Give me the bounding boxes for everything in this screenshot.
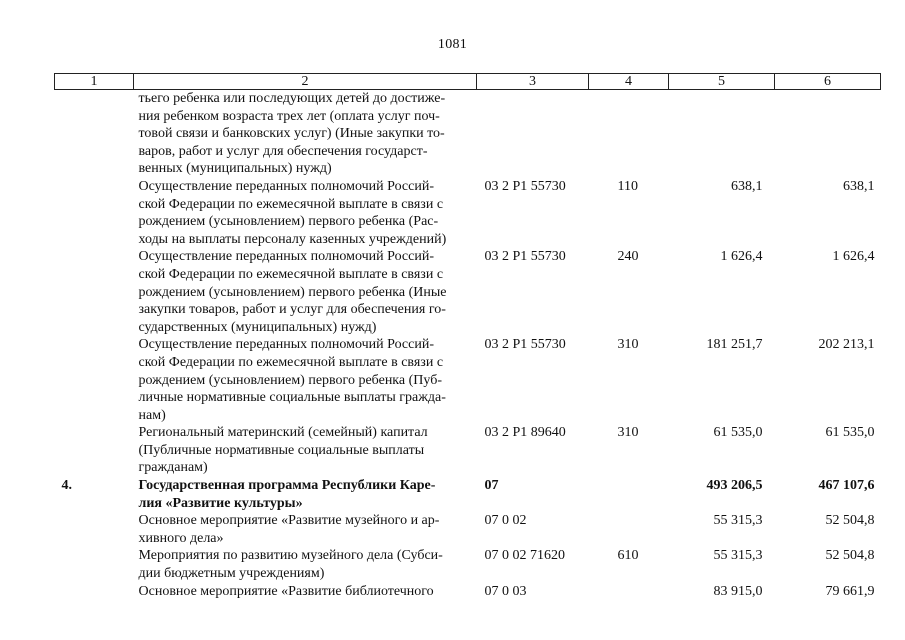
- budget-table: [54, 73, 881, 600]
- column-header-6: 6: [775, 74, 881, 90]
- row-expense-type: [589, 477, 669, 512]
- column-header-1: 1: [55, 74, 134, 90]
- row-amount-year-1: 638,1: [731, 178, 763, 194]
- table-row: [55, 90, 881, 178]
- row-description: Региональный материнский (семейный) капитал (Публичные нормативные социальные выплаты гражданам): [138, 425, 428, 476]
- row-amount-year-2: 52 504,8: [825, 513, 875, 529]
- row-expense-type: 240: [617, 249, 639, 265]
- column-number-header: [55, 74, 881, 90]
- table-row: [55, 248, 881, 336]
- table-row: [55, 336, 881, 424]
- row-number: [55, 90, 134, 178]
- column-header-4: 4: [589, 74, 669, 90]
- row-amount-year-1: 55 315,3: [713, 548, 763, 564]
- row-expense-type: [589, 583, 669, 601]
- row-amount-year-1: 493 206,5: [706, 478, 763, 494]
- table-row: [55, 547, 881, 582]
- row-amount-year-2: 61 535,0: [825, 425, 875, 441]
- row-number: [55, 547, 134, 582]
- table-row: [55, 512, 881, 547]
- row-description: Осуществление переданных полномочий Россий- ской Федерации по ежемесячной выплате в связи с рождением (усыновлением) первого ребенка (Пуб- личные нормативные социальные выплаты гражда- нам): [138, 337, 446, 423]
- row-target-code: 03 2 P1 55730: [484, 178, 566, 194]
- row-amount-year-2: [775, 90, 881, 178]
- column-header-5: 5: [669, 74, 775, 90]
- row-number: 4.: [61, 478, 72, 494]
- row-number: [55, 512, 134, 547]
- row-description: тьего ребенка или последующих детей до достиже- ния ребенком возраста трех лет (оплата услуг поч- товой связи и банковских услуг) (Иные закупки то- варов, работ и услуг для обеспечения государст- венных (муниципальных) нужд): [138, 91, 446, 177]
- row-expense-type: [589, 512, 669, 547]
- row-target-code: 07 0 02: [484, 513, 527, 529]
- row-description: Осуществление переданных полномочий Россий- ской Федерации по ежемесячной выплате в связи с рождением (усыновлением) первого ребенка (Рас- ходы на выплаты персоналу казенных учреждений): [138, 178, 447, 247]
- row-number: [55, 248, 134, 336]
- row-target-code: 03 2 P1 55730: [484, 337, 566, 353]
- row-target-code: 03 2 P1 55730: [484, 249, 566, 265]
- row-target-code: 07 0 03: [484, 583, 527, 599]
- row-expense-type: 310: [617, 425, 639, 441]
- table-row: [55, 477, 881, 512]
- row-description: Основное мероприятие «Развитие библиотечного: [138, 583, 434, 599]
- page-number: 1081: [437, 37, 468, 52]
- row-target-code: [477, 90, 589, 178]
- row-amount-year-2: 638,1: [843, 178, 875, 194]
- table-row: [55, 178, 881, 248]
- row-amount-year-1: 83 915,0: [713, 583, 763, 599]
- row-amount-year-2: 202 213,1: [818, 337, 875, 353]
- row-target-code: 07: [484, 478, 499, 494]
- row-amount-year-1: 55 315,3: [713, 513, 763, 529]
- row-expense-type: 610: [617, 548, 639, 564]
- row-description: Мероприятия по развитию музейного дела (Субси- дии бюджетным учреждениям): [138, 548, 443, 582]
- row-expense-type: 310: [617, 337, 639, 353]
- column-header-3: 3: [477, 74, 589, 90]
- row-target-code: 07 0 02 71620: [484, 548, 565, 564]
- row-amount-year-2: 1 626,4: [832, 249, 875, 265]
- table-row: [55, 583, 881, 601]
- row-amount-year-1: 61 535,0: [713, 425, 763, 441]
- column-header-2: 2: [134, 74, 477, 90]
- row-amount-year-2: 52 504,8: [825, 548, 875, 564]
- row-amount-year-2: 79 661,9: [825, 583, 875, 599]
- row-amount-year-2: 467 107,6: [818, 478, 875, 494]
- row-amount-year-1: 1 626,4: [720, 249, 763, 265]
- row-description: Основное мероприятие «Развитие музейного и ар- хивного дела»: [138, 513, 440, 546]
- row-number: [55, 583, 134, 601]
- row-number: [55, 178, 134, 248]
- row-expense-type: 110: [617, 178, 638, 194]
- row-expense-type: [589, 90, 669, 178]
- row-target-code: 03 2 P1 89640: [484, 425, 566, 441]
- row-amount-year-1: 181 251,7: [706, 337, 763, 353]
- row-number: [55, 424, 134, 477]
- row-number: [55, 336, 134, 424]
- row-description: Осуществление переданных полномочий Россий- ской Федерации по ежемесячной выплате в связи с рождением (усыновлением) первого ребенка (Иные закупки товаров, работ и услуг для обеспечения го- сударственных (муниципальных) нужд): [138, 249, 447, 335]
- row-description: Государственная программа Республики Каре- лия «Развитие культуры»: [138, 478, 436, 511]
- row-amount-year-1: [669, 90, 775, 178]
- table-row: [55, 424, 881, 477]
